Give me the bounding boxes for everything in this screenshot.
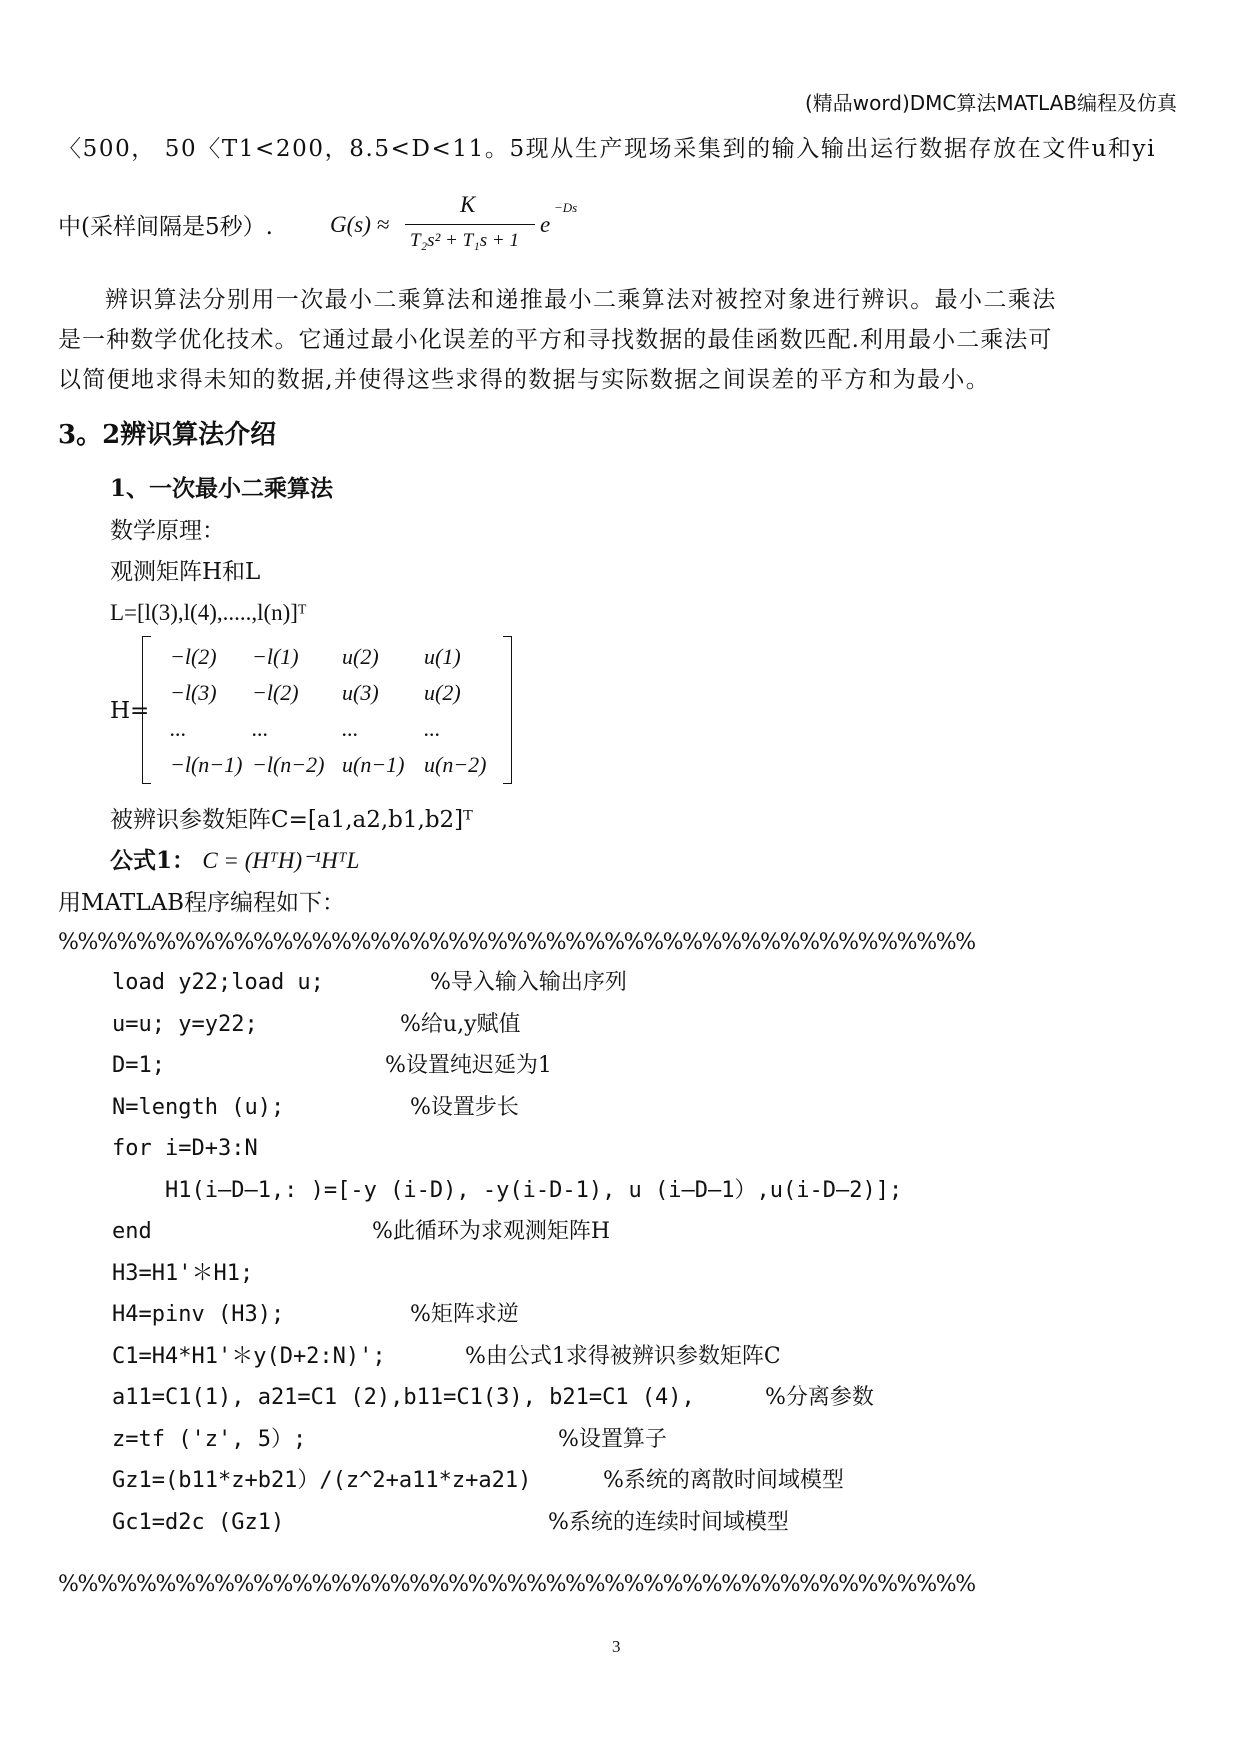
code-text: a11=C1(1), a21=C1 (2),b11=C1(3), b21=C1 (4), — [112, 1385, 695, 1410]
H-matrix-cell: −l(n−2) — [252, 752, 325, 777]
code-text: for i=D+3:N — [112, 1136, 258, 1161]
subsection-title: 1、一次最小二乘算法 — [110, 475, 334, 502]
code-comment: %矩阵求逆 — [410, 1302, 519, 1327]
code-comment: %系统的连续时间域模型 — [548, 1509, 789, 1535]
code-line — [112, 1134, 258, 1164]
formula-1-label: 公式1： — [110, 847, 196, 874]
formula-g-denominator: T₂s² + T₁s + 1 — [410, 230, 519, 251]
separator-top: %%%%%%%%%%%%%%%%%%%%%%%%%%%%%%%%%%%%%%%%%%%%%%% — [58, 930, 975, 955]
formula-g-exp-power: −Ds — [554, 200, 578, 215]
text-line-1: 〈500， 50〈T1<200，8.5<D<11。5现从生产现场采集到的输入输出运行数据存放在文件u和yi — [58, 136, 1157, 162]
formula-1-expression: C = (HᵀH)⁻¹HᵀL — [202, 848, 360, 873]
H-matrix-cell: u(n−2) — [424, 752, 487, 777]
code-text: C1=H4*H1'＊y(D+2:N)'; — [112, 1343, 386, 1369]
code-comment: %分离参数 — [765, 1385, 874, 1410]
page-header: (精品word)DMC算法MATLAB编程及仿真 — [805, 91, 1177, 115]
code-comment: %导入输入输出序列 — [430, 970, 627, 995]
code-line — [112, 1259, 253, 1289]
L-definition: L=[l(3),l(4),.....,l(n)]ᵀ — [110, 600, 307, 625]
code-comment: %此循环为求观测矩阵H — [372, 1219, 611, 1244]
H-matrix-cell: −l(3) — [170, 680, 217, 705]
section-title: 3。2辨识算法介绍 — [58, 420, 277, 450]
code-line — [112, 968, 324, 998]
code-text: z=tf ('z', 5）; — [112, 1426, 307, 1452]
math-principle-label: 数学原理： — [110, 518, 225, 544]
H-matrix-cell: ... — [342, 716, 359, 741]
code-comment: %设置步长 — [410, 1094, 519, 1120]
formula-g-exp-base: e — [540, 212, 551, 237]
H-matrix-cell: ... — [424, 716, 441, 741]
H-matrix-cell: u(1) — [424, 644, 461, 669]
C-definition: 被辨识参数矩阵C=[a1,a2,b1,b2]ᵀ — [110, 807, 473, 833]
H-matrix-cell: ... — [252, 716, 269, 741]
code-line — [112, 1217, 152, 1247]
fraction-bar — [405, 224, 535, 225]
observation-matrix-label: 观测矩阵H和L — [110, 559, 261, 585]
formula-g-numerator: K — [460, 192, 476, 217]
paragraph-line-3: 以简便地求得未知的数据,并使得这些求得的数据与实际数据之间误差的平方和为最小。 — [58, 367, 991, 393]
H-matrix-cell: ... — [170, 716, 187, 741]
page-number: 3 — [612, 1637, 621, 1656]
H-label: H= — [110, 698, 150, 724]
code-text: load y22;load u; — [112, 970, 324, 995]
text-line-2 — [58, 212, 273, 242]
code-text: u=u; y=y22; — [112, 1011, 258, 1037]
H-matrix-cell: u(3) — [342, 680, 379, 705]
code-line — [112, 1466, 531, 1496]
paragraph-line-1: 辨识算法分别用一次最小二乘算法和递推最小二乘算法对被控对象进行辨识。最小二乘法 — [105, 287, 1057, 313]
formula-1 — [110, 846, 359, 876]
H-matrix-cell: −l(2) — [170, 644, 217, 669]
code-text: Gc1=d2c (Gz1) — [112, 1509, 285, 1535]
code-text: end — [112, 1219, 152, 1244]
code-comment: %设置纯迟延为1 — [385, 1053, 552, 1078]
separator-bottom: %%%%%%%%%%%%%%%%%%%%%%%%%%%%%%%%%%%%%%%%%%%%%%% — [58, 1572, 975, 1597]
right-bracket — [503, 636, 512, 784]
code-text: H4=pinv (H3); — [112, 1302, 285, 1327]
code-text: Gz1=(b11*z+b21）/(z^2+a11*z+a21) — [112, 1468, 532, 1493]
code-line — [112, 1176, 902, 1206]
code-comment: %由公式1求得被辨识参数矩阵C — [465, 1343, 781, 1369]
code-line — [112, 1300, 284, 1330]
code-line — [112, 1010, 258, 1040]
code-text: N=length (u); — [112, 1094, 285, 1120]
code-line — [112, 1383, 695, 1413]
H-matrix — [142, 636, 512, 786]
left-bracket — [142, 636, 151, 784]
H-matrix-cell: −l(1) — [252, 644, 299, 669]
code-line — [112, 1342, 386, 1372]
H-matrix-cell: u(2) — [424, 680, 461, 705]
formula-g — [330, 192, 590, 262]
formula-g-lhs: G(s) ≈ — [330, 212, 390, 237]
code-text: H1(i—D—1,: )=[-y (i-D), -y(i-D-1), u (i—D—1）,u(i-D—2)]; — [112, 1177, 903, 1203]
H-matrix-cell: −l(n−1) — [170, 752, 243, 777]
code-comment: %设置算子 — [558, 1426, 667, 1452]
program-intro: 用MATLAB程序编程如下： — [58, 890, 346, 916]
text-line-2-prefix: 中(采样间隔是5秒）. — [58, 214, 273, 240]
code-line — [112, 1051, 165, 1081]
paragraph-line-2: 是一种数学优化技术。它通过最小化误差的平方和寻找数据的最佳函数匹配.利用最小二乘法可 — [58, 327, 1053, 353]
code-line — [112, 1508, 284, 1538]
code-comment: %系统的离散时间域模型 — [603, 1468, 844, 1493]
H-matrix-cell: −l(2) — [252, 680, 299, 705]
H-matrix-cell: u(n−1) — [342, 752, 405, 777]
code-line — [112, 1425, 306, 1455]
code-comment: %给u,y赋值 — [400, 1011, 521, 1037]
code-text: H3=H1'＊H1; — [112, 1260, 254, 1286]
code-text: D=1; — [112, 1053, 165, 1078]
code-line — [112, 1093, 284, 1123]
H-matrix-cell: u(2) — [342, 644, 379, 669]
